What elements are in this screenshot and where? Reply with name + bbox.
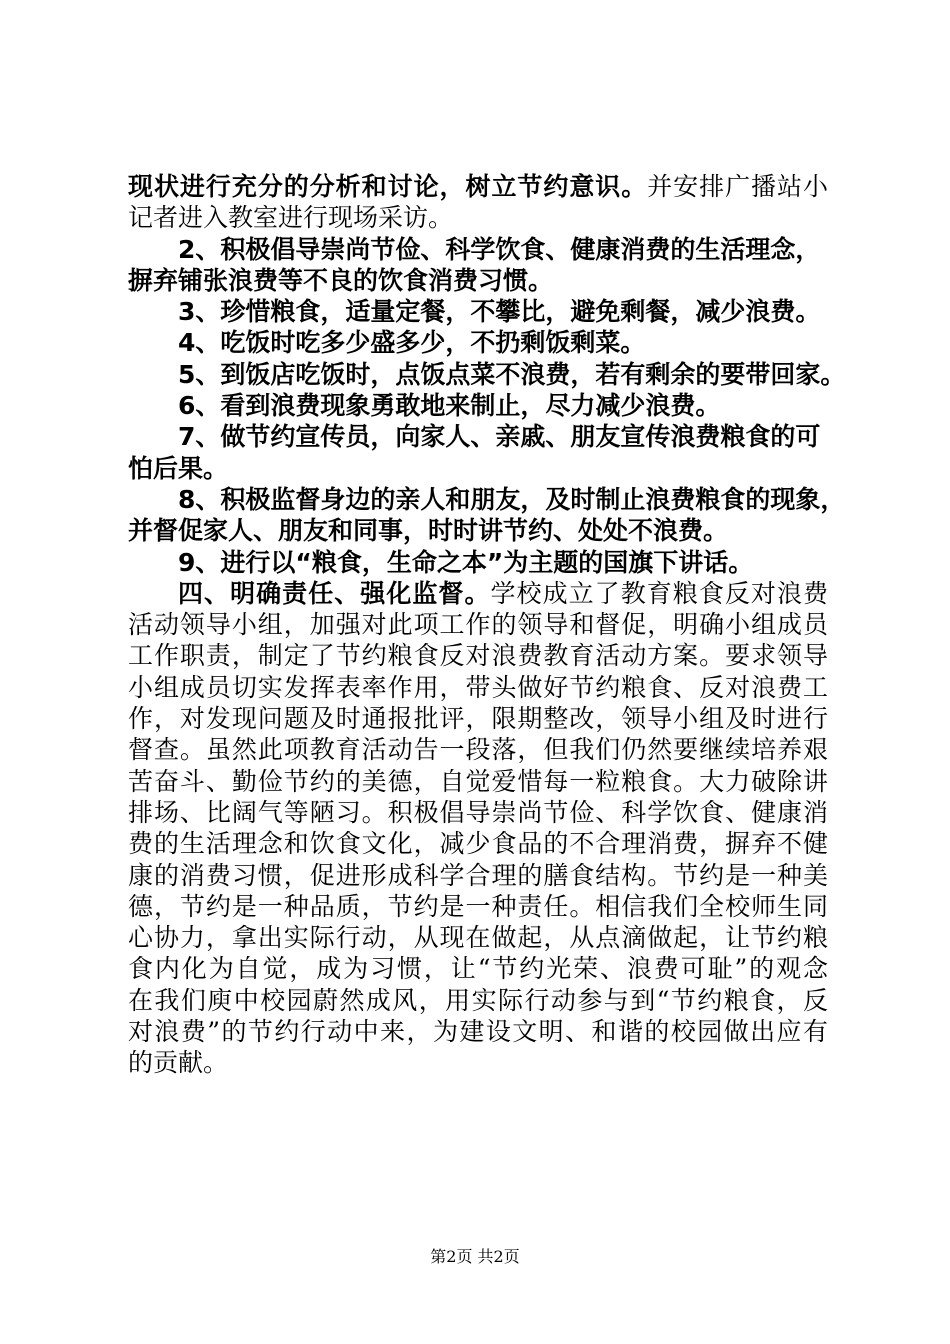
text-line <box>128 766 828 797</box>
bold-text: 怕后果。 <box>128 453 229 483</box>
body-text: 学校成立了教育粮食反对浪费 <box>490 578 828 608</box>
body-text: 督查。虽然此项教育活动告一段落，但我们仍然要继续培养艰 <box>128 735 828 765</box>
body-text: 小组成员切实发挥表率作用，带头做好节约粮食、反对浪费工 <box>128 672 828 702</box>
text-line <box>128 296 828 327</box>
bold-text: 四、明确责任、强化监督。 <box>178 578 491 608</box>
bold-text: 并督促家人、朋友和同事，时时讲节约、处处不浪费。 <box>128 516 729 546</box>
text-line <box>128 327 828 358</box>
body-text: 的贡献。 <box>128 1048 229 1078</box>
bold-text: 现状进行充分的分析和讨论，树立节约意识。 <box>128 172 648 201</box>
bold-text: 8、积极监督身边的亲人和朋友，及时制止浪费粮食的现象， <box>178 484 846 514</box>
text-line <box>128 891 828 922</box>
body-text: 食内化为自觉，成为习惯，让“节约光荣、浪费可耻”的观念 <box>128 954 828 984</box>
text-line <box>128 985 828 1016</box>
text-line <box>128 390 828 421</box>
text-line <box>128 484 846 515</box>
body-text: 活动领导小组，加强对此项工作的领导和督促，明确小组成员 <box>128 610 828 640</box>
text-line <box>128 1047 828 1078</box>
text-line <box>128 202 828 233</box>
bold-text: 5、到饭店吃饭时，点饭点菜不浪费，若有剩余的要带回家。 <box>178 359 846 389</box>
text-line <box>128 922 828 953</box>
text-line <box>128 703 828 734</box>
text-line <box>128 421 828 452</box>
body-text: 记者进入教室进行现场采访。 <box>128 203 454 233</box>
text-line <box>128 578 828 609</box>
text-line <box>128 953 828 984</box>
body-text: 在我们庾中校园蔚然成风，用实际行动参与到“节约粮食，反 <box>128 985 828 1015</box>
body-text: 并安排广播站小 <box>647 172 828 201</box>
body-text: 德，节约是一种品质，节约是一种责任。相信我们全校师生同 <box>128 891 828 921</box>
text-line <box>128 672 828 703</box>
text-line <box>128 828 828 859</box>
bold-text: 4、吃饭时吃多少盛多少，不扔剩饭剩菜。 <box>178 328 646 358</box>
bold-text: 3、珍惜粮食，适量定餐，不攀比，避免剩餐，减少浪费。 <box>178 297 821 327</box>
text-line <box>128 609 828 640</box>
body-text: 苦奋斗、勤俭节约的美德，自觉爱惜每一粒粮食。大力破除讲 <box>128 766 828 796</box>
body-text: 对浪费”的节约行动中来，为建设文明、和谐的校园做出应有 <box>128 1017 828 1047</box>
body-text: 心协力，拿出实际行动，从现在做起，从点滴做起，让节约粮 <box>128 923 828 953</box>
body-text: 费的生活理念和饮食文化，减少食品的不合理消费，摒弃不健 <box>128 829 828 859</box>
text-line <box>128 453 828 484</box>
text-line <box>128 359 846 390</box>
bold-text: 摒弃铺张浪费等不良的饮食消费习惯。 <box>128 265 554 295</box>
document-body <box>128 171 846 1079</box>
body-text: 作，对发现问题及时通报批评，限期整改，领导小组及时进行 <box>128 704 828 734</box>
text-line <box>128 734 828 765</box>
text-line <box>128 860 828 891</box>
body-text: 康的消费习惯，促进形成科学合理的膳食结构。节约是一种美 <box>128 860 828 890</box>
bold-text: 2、积极倡导崇尚节俭、科学饮食、健康消费的生活理念， <box>178 234 821 264</box>
text-line <box>128 171 828 202</box>
page-footer: 第2页 共2页 <box>430 1247 520 1266</box>
text-line <box>128 547 828 578</box>
text-line <box>128 640 828 671</box>
bold-text: 7、做节约宣传员，向家人、亲戚、朋友宣传浪费粮食的可 <box>178 422 821 452</box>
text-line <box>128 265 828 296</box>
bold-text: 9、进行以“粮食，生命之本”为主题的国旗下讲话。 <box>178 547 754 577</box>
body-text: 工作职责，制定了节约粮食反对浪费教育活动方案。要求领导 <box>128 641 828 671</box>
bold-text: 6、看到浪费现象勇敢地来制止，尽力减少浪费。 <box>178 391 721 421</box>
text-line <box>128 1016 828 1047</box>
text-line <box>128 797 828 828</box>
body-text: 排场、比阔气等陋习。积极倡导崇尚节俭、科学饮食、健康消 <box>128 797 828 827</box>
text-line <box>128 515 828 546</box>
text-line <box>128 234 828 265</box>
